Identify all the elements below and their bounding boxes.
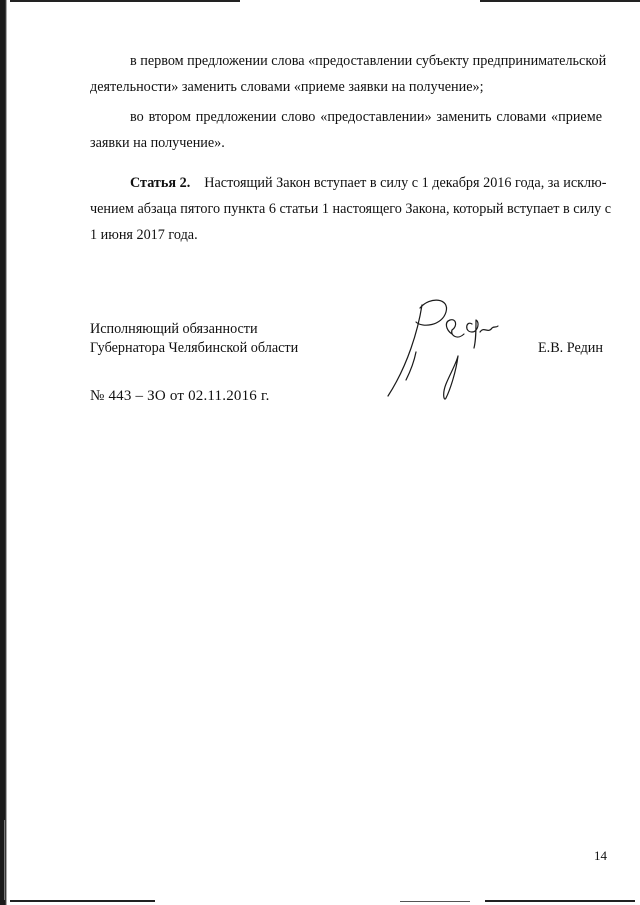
paragraph-line: 1 июня 2017 года.: [90, 227, 198, 243]
scan-top-line: [10, 0, 240, 2]
scan-mark: [4, 820, 5, 900]
scan-edge: [0, 0, 7, 905]
amendment-paragraph-1: [90, 48, 607, 100]
paragraph-line: [90, 170, 607, 196]
law-number: № 443 – ЗО от 02.11.2016 г.: [90, 388, 270, 404]
scan-bottom-line: [485, 900, 635, 902]
scan-bottom-line: [10, 900, 155, 902]
scan-top-line: [480, 0, 640, 2]
signatory-title-line: Исполняющий обязанности: [90, 321, 258, 337]
signatory-title-line: Губернатора Челябинской области: [90, 340, 299, 356]
signatory-title: [90, 320, 298, 358]
article-2-paragraph: [90, 170, 612, 248]
page-number: 14: [594, 848, 607, 863]
scan-bottom-line: [400, 901, 470, 902]
paragraph-line: заявки на получение».: [90, 135, 225, 151]
paragraph-line: деятельности» заменить словами «приеме заявки на получение»;: [90, 79, 484, 95]
article-label: Статья 2.: [130, 175, 191, 191]
article-text: Настоящий Закон вступает в силу с 1 декабря 2016 года, за исклю-: [204, 175, 607, 191]
amendment-paragraph-2: [90, 104, 602, 156]
paragraph-line: чением абзаца пятого пункта 6 статьи 1 настоящего Закона, который вступает в силу с: [90, 201, 612, 217]
paragraph-line: в первом предложении слова «предоставлении субъекту предпринимательской: [130, 53, 607, 69]
signatory-name: Е.В. Редин: [538, 340, 603, 356]
handwritten-signature: [380, 290, 510, 410]
paragraph-line: во втором предложении слово «предоставлении» заменить словами «приеме: [130, 109, 602, 125]
